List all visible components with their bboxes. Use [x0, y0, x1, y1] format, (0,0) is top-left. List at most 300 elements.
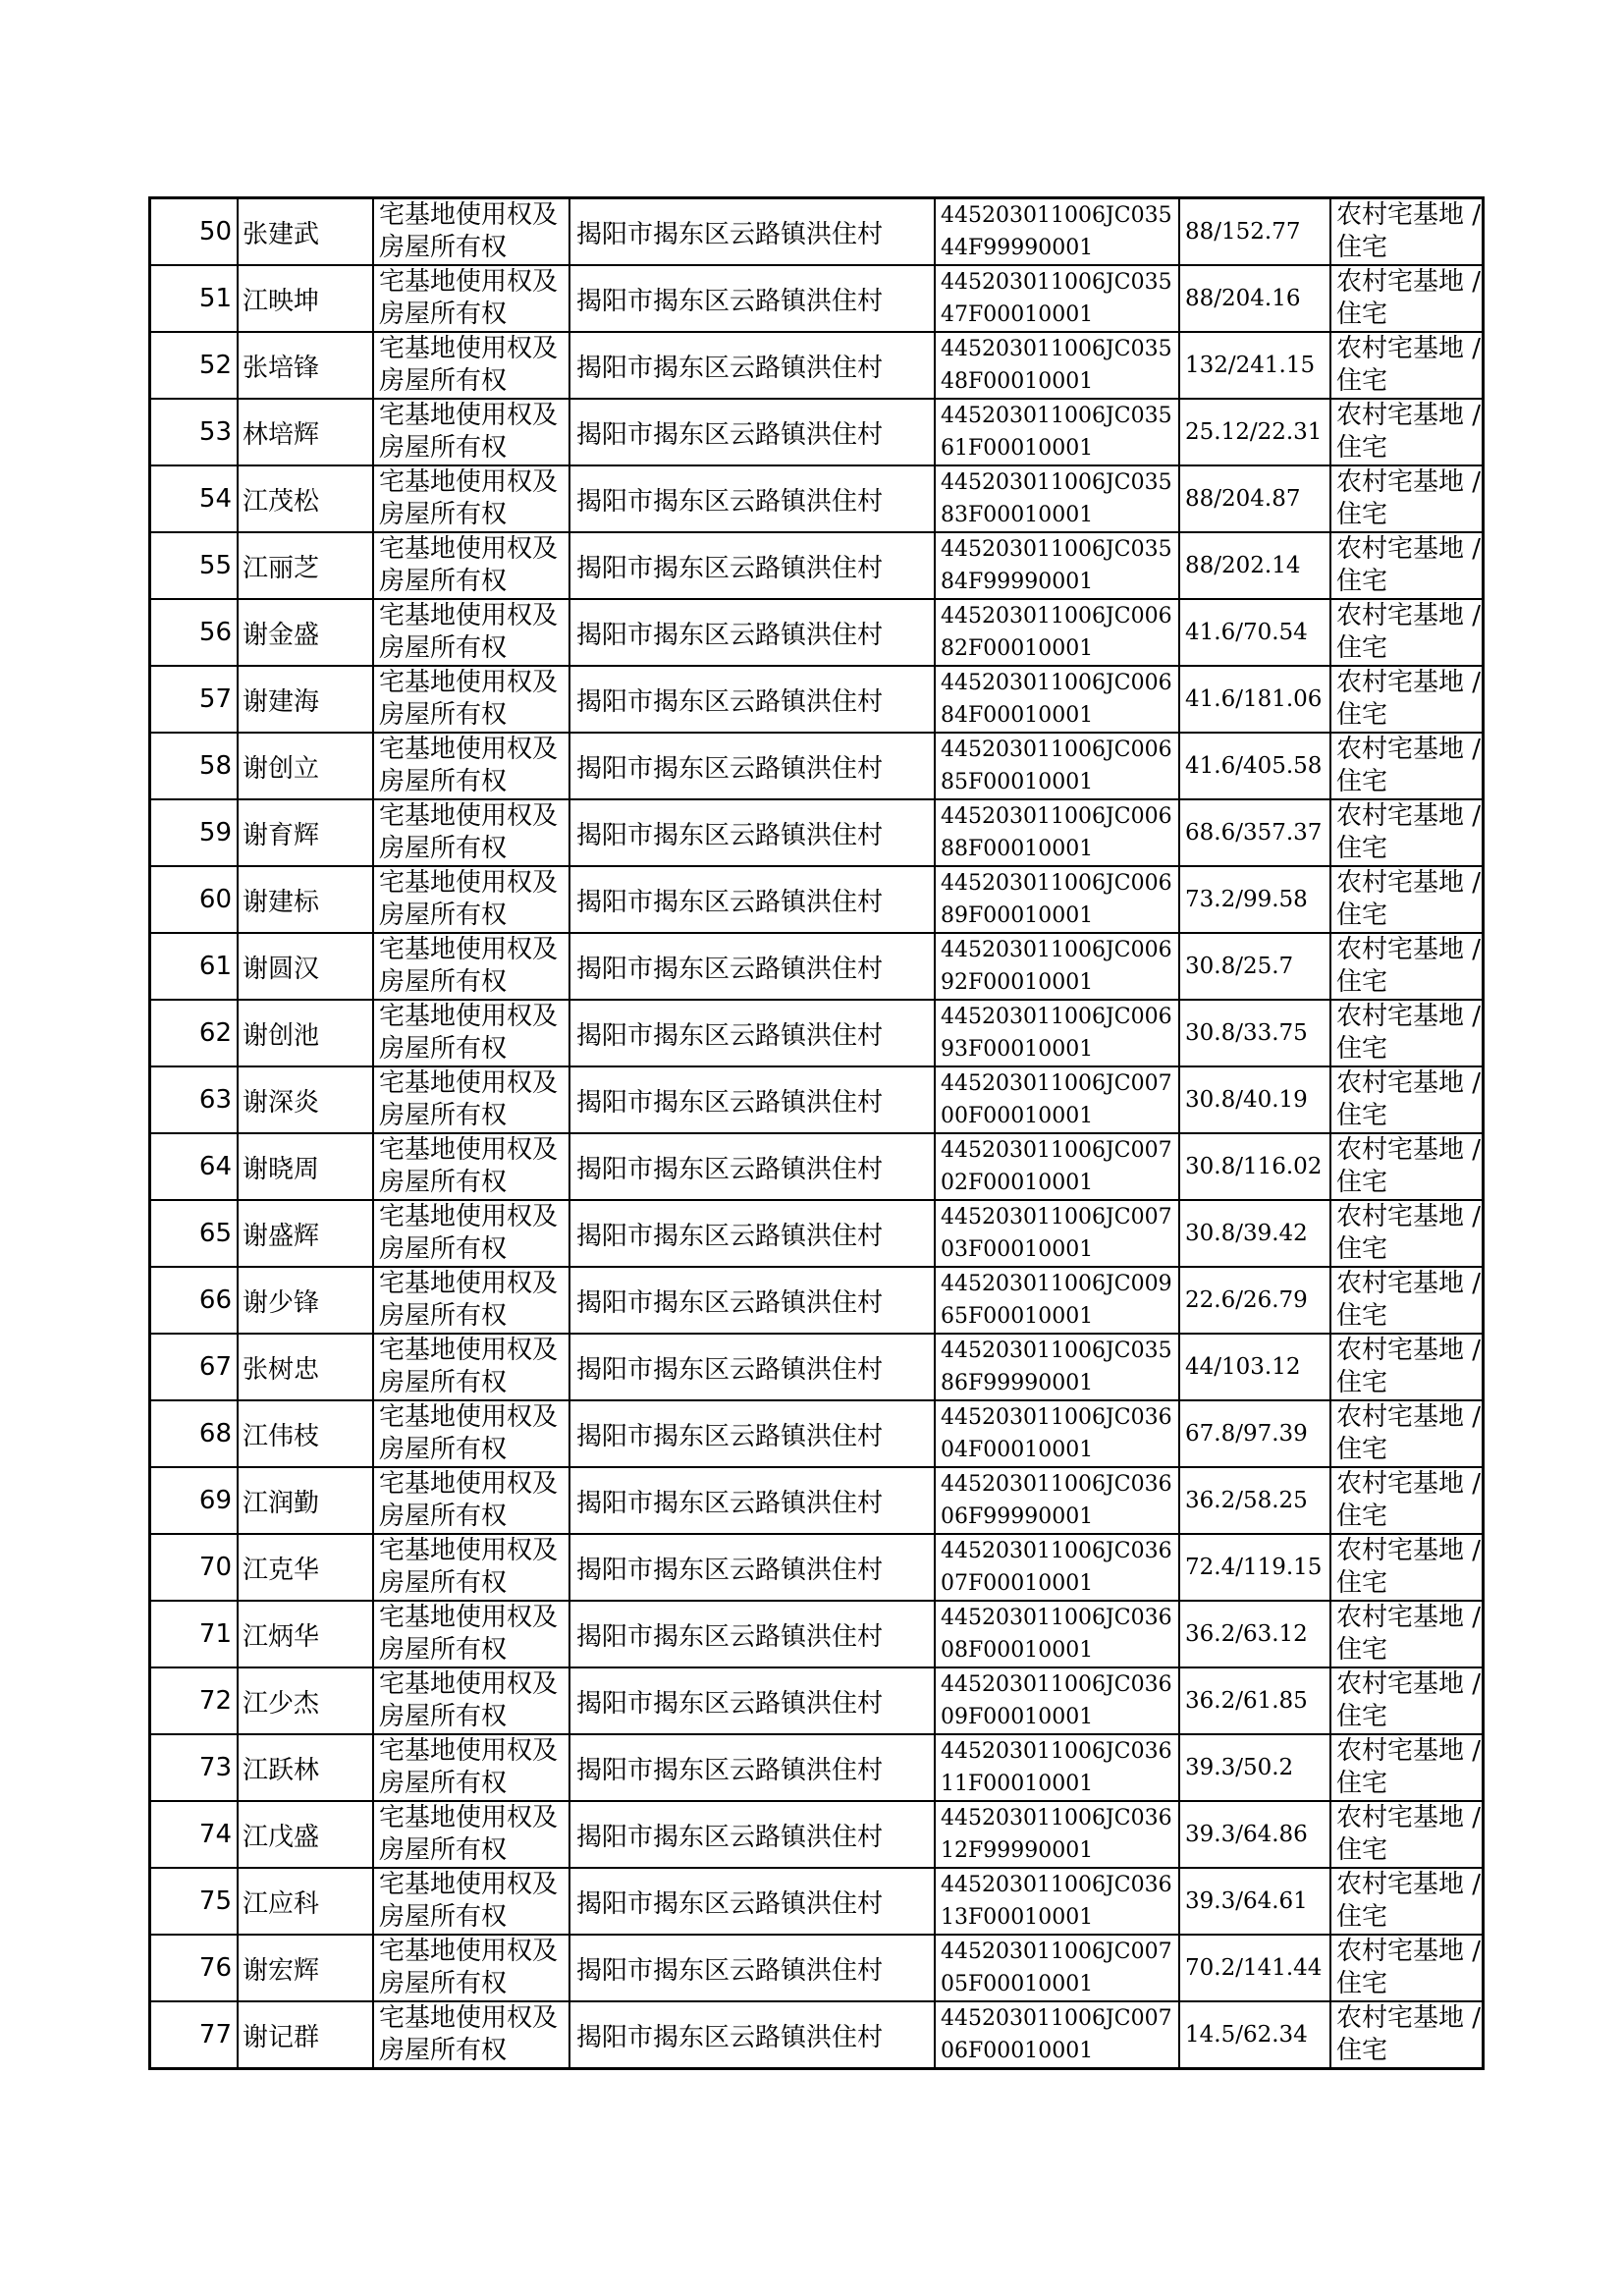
owner-name-cell: 江应科: [238, 1868, 373, 1935]
right-type-cell: [373, 1801, 569, 1868]
unit-code-cell: [935, 666, 1179, 733]
table-row: [150, 1200, 1484, 1267]
location-cell: 揭阳市揭东区云路镇洪住村: [569, 599, 935, 666]
land-use-cell-text: 农村宅基地 / 住宅: [1336, 2003, 1482, 2065]
area-cell-text: 30.8/40.19: [1185, 1086, 1308, 1113]
land-use-cell: [1330, 1601, 1484, 1667]
area-cell: [1179, 1601, 1330, 1667]
land-use-cell-text: 农村宅基地 / 住宅: [1336, 1469, 1482, 1531]
row-number-cell: 64: [150, 1133, 239, 1200]
unit-code-cell: [935, 1601, 1179, 1667]
unit-code-cell: [935, 399, 1179, 465]
right-type-cell-text: 宅基地使用权及房屋所有权: [379, 1736, 559, 1798]
row-number-cell: 58: [150, 733, 239, 799]
land-use-cell: [1330, 399, 1484, 465]
unit-code-cell: [935, 799, 1179, 866]
right-type-cell-text: 宅基地使用权及房屋所有权: [379, 1269, 559, 1331]
right-type-cell-text: 宅基地使用权及房屋所有权: [379, 1669, 559, 1731]
land-use-cell-text: 农村宅基地 / 住宅: [1336, 467, 1482, 529]
right-type-cell-text: 宅基地使用权及房屋所有权: [379, 1135, 559, 1197]
area-cell: [1179, 265, 1330, 332]
owner-name-cell: 谢育辉: [238, 799, 373, 866]
land-use-cell-text: 农村宅基地 / 住宅: [1336, 267, 1482, 329]
unit-code-cell: [935, 265, 1179, 332]
area-cell: [1179, 1534, 1330, 1601]
land-use-cell-text: 农村宅基地 / 住宅: [1336, 1603, 1482, 1665]
area-cell-text: 68.6/357.37: [1185, 819, 1323, 846]
land-use-cell: [1330, 599, 1484, 666]
area-cell: [1179, 1200, 1330, 1267]
row-number-cell: 52: [150, 332, 239, 399]
land-use-cell: [1330, 198, 1484, 266]
land-use-cell-text: 农村宅基地 / 住宅: [1336, 1135, 1482, 1197]
unit-code-cell: [935, 1200, 1179, 1267]
row-number-cell: 60: [150, 866, 239, 933]
area-cell-text: 67.8/97.39: [1185, 1420, 1308, 1447]
area-cell: [1179, 1066, 1330, 1133]
table-row: [150, 1667, 1484, 1734]
unit-code-cell-text: 445203011006JC03604F00010001: [941, 1405, 1172, 1462]
unit-code-cell-text: 445203011006JC00682F00010001: [941, 604, 1172, 661]
right-type-cell: [373, 733, 569, 799]
right-type-cell: [373, 933, 569, 1000]
right-type-cell-text: 宅基地使用权及房屋所有权: [379, 735, 559, 796]
unit-code-cell: [935, 1801, 1179, 1868]
table-row: [150, 1133, 1484, 1200]
right-type-cell-text: 宅基地使用权及房屋所有权: [379, 1870, 559, 1932]
unit-code-cell-text: 445203011006JC03612F99990001: [941, 1806, 1172, 1863]
land-use-cell-text: 农村宅基地 / 住宅: [1336, 1068, 1482, 1130]
land-use-cell: [1330, 1066, 1484, 1133]
unit-code-cell: [935, 1133, 1179, 1200]
row-number-cell: 67: [150, 1334, 239, 1400]
right-type-cell: [373, 1000, 569, 1066]
right-type-cell-text: 宅基地使用权及房屋所有权: [379, 1603, 559, 1665]
land-use-cell: [1330, 532, 1484, 599]
area-cell: [1179, 1467, 1330, 1534]
owner-name-cell: 江茂松: [238, 465, 373, 532]
land-use-cell-text: 农村宅基地 / 住宅: [1336, 1937, 1482, 1998]
land-use-cell: [1330, 933, 1484, 1000]
owner-name-cell: 江丽芝: [238, 532, 373, 599]
owner-name-cell: 谢建标: [238, 866, 373, 933]
unit-code-cell: [935, 465, 1179, 532]
area-cell-text: 88/204.87: [1185, 485, 1301, 512]
owner-name-cell: 江克华: [238, 1534, 373, 1601]
area-cell-text: 36.2/63.12: [1185, 1620, 1308, 1647]
land-use-cell: [1330, 1200, 1484, 1267]
unit-code-cell: [935, 1868, 1179, 1935]
location-cell: 揭阳市揭东区云路镇洪住村: [569, 465, 935, 532]
right-type-cell-text: 宅基地使用权及房屋所有权: [379, 801, 559, 863]
table-row: [150, 1267, 1484, 1334]
area-cell: [1179, 532, 1330, 599]
land-use-cell: [1330, 1400, 1484, 1467]
area-cell-text: 88/202.14: [1185, 552, 1301, 578]
land-use-cell-text: 农村宅基地 / 住宅: [1336, 1202, 1482, 1264]
row-number-cell: 65: [150, 1200, 239, 1267]
area-cell: [1179, 2001, 1330, 2069]
area-cell-text: 22.6/26.79: [1185, 1286, 1308, 1313]
row-number-cell: 62: [150, 1000, 239, 1066]
location-cell: 揭阳市揭东区云路镇洪住村: [569, 2001, 935, 2069]
right-type-cell: [373, 1868, 569, 1935]
unit-code-cell-text: 445203011006JC00689F00010001: [941, 871, 1172, 928]
area-cell: [1179, 599, 1330, 666]
area-cell: [1179, 1935, 1330, 2001]
location-cell: 揭阳市揭东区云路镇洪住村: [569, 933, 935, 1000]
land-use-cell-text: 农村宅基地 / 住宅: [1336, 1336, 1482, 1397]
area-cell: [1179, 1267, 1330, 1334]
unit-code-cell: [935, 332, 1179, 399]
land-use-cell: [1330, 1935, 1484, 2001]
right-type-cell-text: 宅基地使用权及房屋所有权: [379, 467, 559, 529]
area-cell: [1179, 799, 1330, 866]
row-number-cell: 72: [150, 1667, 239, 1734]
row-number-cell: 75: [150, 1868, 239, 1935]
table-row: [150, 1000, 1484, 1066]
location-cell: 揭阳市揭东区云路镇洪住村: [569, 1801, 935, 1868]
area-cell-text: 41.6/181.06: [1185, 685, 1323, 712]
right-type-cell-text: 宅基地使用权及房屋所有权: [379, 1336, 559, 1397]
area-cell-text: 39.3/50.2: [1185, 1754, 1294, 1780]
row-number-cell: 68: [150, 1400, 239, 1467]
unit-code-cell-text: 445203011006JC03561F00010001: [941, 404, 1172, 461]
unit-code-cell-text: 445203011006JC03607F00010001: [941, 1539, 1172, 1596]
right-type-cell: [373, 1734, 569, 1801]
table-row: [150, 933, 1484, 1000]
unit-code-cell-text: 445203011006JC03609F00010001: [941, 1672, 1172, 1729]
land-use-cell-text: 农村宅基地 / 住宅: [1336, 401, 1482, 463]
land-use-cell: [1330, 332, 1484, 399]
owner-name-cell: 张培锋: [238, 332, 373, 399]
row-number-cell: 73: [150, 1734, 239, 1801]
land-use-cell-text: 农村宅基地 / 住宅: [1336, 334, 1482, 396]
row-number-cell: 77: [150, 2001, 239, 2069]
area-cell-text: 30.8/33.75: [1185, 1019, 1308, 1046]
right-type-cell: [373, 1667, 569, 1734]
owner-name-cell: 谢少锋: [238, 1267, 373, 1334]
unit-code-cell-text: 445203011006JC00685F00010001: [941, 738, 1172, 794]
right-type-cell-text: 宅基地使用权及房屋所有权: [379, 401, 559, 463]
owner-name-cell: 谢创立: [238, 733, 373, 799]
area-cell: [1179, 1334, 1330, 1400]
area-cell-text: 25.12/22.31: [1185, 418, 1323, 445]
unit-code-cell: [935, 1066, 1179, 1133]
registry-table-body: [150, 198, 1484, 2069]
location-cell: 揭阳市揭东区云路镇洪住村: [569, 1066, 935, 1133]
location-cell: 揭阳市揭东区云路镇洪住村: [569, 1133, 935, 1200]
area-cell: [1179, 399, 1330, 465]
row-number-cell: 57: [150, 666, 239, 733]
land-use-cell-text: 农村宅基地 / 住宅: [1336, 1402, 1482, 1464]
right-type-cell-text: 宅基地使用权及房屋所有权: [379, 2003, 559, 2065]
land-use-cell-text: 农村宅基地 / 住宅: [1336, 1669, 1482, 1731]
land-use-cell-text: 农村宅基地 / 住宅: [1336, 1536, 1482, 1598]
right-type-cell: [373, 1133, 569, 1200]
area-cell-text: 30.8/116.02: [1185, 1153, 1323, 1179]
unit-code-cell-text: 445203011006JC03613F00010001: [941, 1873, 1172, 1930]
area-cell-text: 30.8/25.7: [1185, 953, 1294, 979]
right-type-cell-text: 宅基地使用权及房屋所有权: [379, 601, 559, 663]
location-cell: 揭阳市揭东区云路镇洪住村: [569, 198, 935, 266]
area-cell: [1179, 1667, 1330, 1734]
unit-code-cell-text: 445203011006JC00692F00010001: [941, 938, 1172, 995]
location-cell: 揭阳市揭东区云路镇洪住村: [569, 866, 935, 933]
location-cell: 揭阳市揭东区云路镇洪住村: [569, 666, 935, 733]
location-cell: 揭阳市揭东区云路镇洪住村: [569, 1000, 935, 1066]
land-use-cell-text: 农村宅基地 / 住宅: [1336, 1269, 1482, 1331]
area-cell: [1179, 866, 1330, 933]
area-cell: [1179, 666, 1330, 733]
land-use-cell: [1330, 2001, 1484, 2069]
area-cell-text: 73.2/99.58: [1185, 886, 1308, 912]
land-use-cell-text: 农村宅基地 / 住宅: [1336, 801, 1482, 863]
location-cell: 揭阳市揭东区云路镇洪住村: [569, 1534, 935, 1601]
table-row: [150, 465, 1484, 532]
land-use-cell: [1330, 666, 1484, 733]
table-row: [150, 1601, 1484, 1667]
right-type-cell-text: 宅基地使用权及房屋所有权: [379, 200, 559, 262]
right-type-cell: [373, 1267, 569, 1334]
area-cell-text: 88/152.77: [1185, 218, 1301, 245]
area-cell: [1179, 1734, 1330, 1801]
land-use-cell: [1330, 1467, 1484, 1534]
location-cell: 揭阳市揭东区云路镇洪住村: [569, 532, 935, 599]
table-row: [150, 1734, 1484, 1801]
owner-name-cell: 谢晓周: [238, 1133, 373, 1200]
area-cell-text: 30.8/39.42: [1185, 1220, 1308, 1246]
right-type-cell: [373, 866, 569, 933]
right-type-cell-text: 宅基地使用权及房屋所有权: [379, 1803, 559, 1865]
unit-code-cell: [935, 1935, 1179, 2001]
area-cell-text: 41.6/70.54: [1185, 619, 1308, 645]
location-cell: 揭阳市揭东区云路镇洪住村: [569, 733, 935, 799]
unit-code-cell-text: 445203011006JC03608F00010001: [941, 1606, 1172, 1663]
area-cell: [1179, 1000, 1330, 1066]
owner-name-cell: 谢金盛: [238, 599, 373, 666]
table-row: [150, 265, 1484, 332]
unit-code-cell-text: 445203011006JC03547F00010001: [941, 270, 1172, 327]
area-cell-text: 36.2/58.25: [1185, 1487, 1308, 1513]
right-type-cell: [373, 1066, 569, 1133]
unit-code-cell: [935, 1267, 1179, 1334]
location-cell: 揭阳市揭东区云路镇洪住村: [569, 1601, 935, 1667]
row-number-cell: 59: [150, 799, 239, 866]
unit-code-cell: [935, 1334, 1179, 1400]
land-use-cell-text: 农村宅基地 / 住宅: [1336, 735, 1482, 796]
location-cell: 揭阳市揭东区云路镇洪住村: [569, 799, 935, 866]
area-cell-text: 14.5/62.34: [1185, 2021, 1308, 2048]
right-type-cell-text: 宅基地使用权及房屋所有权: [379, 1002, 559, 1064]
land-use-cell: [1330, 1801, 1484, 1868]
right-type-cell: [373, 599, 569, 666]
area-cell: [1179, 198, 1330, 266]
land-use-cell: [1330, 1534, 1484, 1601]
area-cell-text: 41.6/405.58: [1185, 752, 1323, 779]
right-type-cell-text: 宅基地使用权及房屋所有权: [379, 935, 559, 997]
area-cell: [1179, 1801, 1330, 1868]
location-cell: 揭阳市揭东区云路镇洪住村: [569, 1334, 935, 1400]
row-number-cell: 66: [150, 1267, 239, 1334]
unit-code-cell-text: 445203011006JC00693F00010001: [941, 1005, 1172, 1062]
unit-code-cell: [935, 532, 1179, 599]
land-use-cell: [1330, 1734, 1484, 1801]
table-row: [150, 1801, 1484, 1868]
area-cell-text: 70.2/141.44: [1185, 1954, 1323, 1981]
right-type-cell-text: 宅基地使用权及房屋所有权: [379, 267, 559, 329]
unit-code-cell-text: 445203011006JC03584F99990001: [941, 537, 1172, 594]
land-use-cell-text: 农村宅基地 / 住宅: [1336, 1002, 1482, 1064]
right-type-cell-text: 宅基地使用权及房屋所有权: [379, 534, 559, 596]
unit-code-cell-text: 445203011006JC00705F00010001: [941, 1940, 1172, 1996]
table-row: [150, 532, 1484, 599]
table-row: [150, 2001, 1484, 2069]
area-cell-text: 72.4/119.15: [1185, 1554, 1323, 1580]
owner-name-cell: 谢盛辉: [238, 1200, 373, 1267]
owner-name-cell: 江映坤: [238, 265, 373, 332]
unit-code-cell-text: 445203011006JC03611F00010001: [941, 1739, 1172, 1796]
location-cell: 揭阳市揭东区云路镇洪住村: [569, 1734, 935, 1801]
land-use-cell: [1330, 1133, 1484, 1200]
row-number-cell: 63: [150, 1066, 239, 1133]
owner-name-cell: 江跃林: [238, 1734, 373, 1801]
land-use-cell: [1330, 1267, 1484, 1334]
area-cell-text: 36.2/61.85: [1185, 1687, 1308, 1714]
owner-name-cell: 江少杰: [238, 1667, 373, 1734]
right-type-cell: [373, 1601, 569, 1667]
unit-code-cell-text: 445203011006JC03606F99990001: [941, 1472, 1172, 1529]
land-use-cell-text: 农村宅基地 / 住宅: [1336, 868, 1482, 930]
unit-code-cell-text: 445203011006JC00688F00010001: [941, 804, 1172, 861]
unit-code-cell: [935, 933, 1179, 1000]
area-cell: [1179, 1133, 1330, 1200]
row-number-cell: 54: [150, 465, 239, 532]
unit-code-cell: [935, 1667, 1179, 1734]
table-row: [150, 198, 1484, 266]
right-type-cell: [373, 1200, 569, 1267]
right-type-cell-text: 宅基地使用权及房屋所有权: [379, 334, 559, 396]
land-use-cell: [1330, 465, 1484, 532]
land-use-cell: [1330, 1868, 1484, 1935]
table-row: [150, 733, 1484, 799]
right-type-cell-text: 宅基地使用权及房屋所有权: [379, 1202, 559, 1264]
table-row: [150, 1534, 1484, 1601]
land-use-cell: [1330, 1667, 1484, 1734]
right-type-cell-text: 宅基地使用权及房屋所有权: [379, 1536, 559, 1598]
table-row: [150, 866, 1484, 933]
right-type-cell-text: 宅基地使用权及房屋所有权: [379, 1402, 559, 1464]
right-type-cell-text: 宅基地使用权及房屋所有权: [379, 668, 559, 730]
area-cell-text: 39.3/64.86: [1185, 1821, 1308, 1847]
row-number-cell: 71: [150, 1601, 239, 1667]
unit-code-cell-text: 445203011006JC00684F00010001: [941, 671, 1172, 728]
row-number-cell: 56: [150, 599, 239, 666]
unit-code-cell: [935, 733, 1179, 799]
right-type-cell: [373, 799, 569, 866]
owner-name-cell: 谢深炎: [238, 1066, 373, 1133]
right-type-cell-text: 宅基地使用权及房屋所有权: [379, 1068, 559, 1130]
area-cell-text: 44/103.12: [1185, 1353, 1301, 1380]
unit-code-cell: [935, 1467, 1179, 1534]
land-use-cell-text: 农村宅基地 / 住宅: [1336, 668, 1482, 730]
owner-name-cell: 谢记群: [238, 2001, 373, 2069]
right-type-cell: [373, 1467, 569, 1534]
land-use-cell: [1330, 1000, 1484, 1066]
unit-code-cell: [935, 1534, 1179, 1601]
row-number-cell: 76: [150, 1935, 239, 2001]
owner-name-cell: 张树忠: [238, 1334, 373, 1400]
table-row: [150, 1467, 1484, 1534]
owner-name-cell: 谢圆汉: [238, 933, 373, 1000]
row-number-cell: 74: [150, 1801, 239, 1868]
unit-code-cell: [935, 1000, 1179, 1066]
owner-name-cell: 谢宏辉: [238, 1935, 373, 2001]
row-number-cell: 50: [150, 198, 239, 266]
location-cell: 揭阳市揭东区云路镇洪住村: [569, 399, 935, 465]
unit-code-cell-text: 445203011006JC00703F00010001: [941, 1205, 1172, 1262]
land-use-cell-text: 农村宅基地 / 住宅: [1336, 200, 1482, 262]
location-cell: 揭阳市揭东区云路镇洪住村: [569, 1935, 935, 2001]
unit-code-cell-text: 445203011006JC03548F00010001: [941, 337, 1172, 394]
unit-code-cell-text: 445203011006JC00702F00010001: [941, 1138, 1172, 1195]
owner-name-cell: 江伟枝: [238, 1400, 373, 1467]
unit-code-cell-text: 445203011006JC03583F00010001: [941, 470, 1172, 527]
land-use-cell-text: 农村宅基地 / 住宅: [1336, 935, 1482, 997]
registry-table: [148, 196, 1485, 2070]
unit-code-cell: [935, 198, 1179, 266]
location-cell: 揭阳市揭东区云路镇洪住村: [569, 1200, 935, 1267]
right-type-cell: [373, 1935, 569, 2001]
table-row: [150, 799, 1484, 866]
row-number-cell: 51: [150, 265, 239, 332]
land-use-cell-text: 农村宅基地 / 住宅: [1336, 601, 1482, 663]
unit-code-cell-text: 445203011006JC03544F99990001: [941, 203, 1172, 260]
table-row: [150, 1400, 1484, 1467]
row-number-cell: 61: [150, 933, 239, 1000]
table-row: [150, 399, 1484, 465]
land-use-cell: [1330, 866, 1484, 933]
unit-code-cell-text: 445203011006JC00965F00010001: [941, 1272, 1172, 1329]
unit-code-cell-text: 445203011006JC00700F00010001: [941, 1071, 1172, 1128]
table-row: [150, 332, 1484, 399]
land-use-cell: [1330, 265, 1484, 332]
right-type-cell: [373, 399, 569, 465]
land-use-cell-text: 农村宅基地 / 住宅: [1336, 1803, 1482, 1865]
row-number-cell: 55: [150, 532, 239, 599]
unit-code-cell: [935, 599, 1179, 666]
unit-code-cell: [935, 1400, 1179, 1467]
row-number-cell: 53: [150, 399, 239, 465]
location-cell: 揭阳市揭东区云路镇洪住村: [569, 265, 935, 332]
right-type-cell: [373, 2001, 569, 2069]
location-cell: 揭阳市揭东区云路镇洪住村: [569, 1667, 935, 1734]
area-cell-text: 132/241.15: [1185, 352, 1316, 378]
right-type-cell: [373, 465, 569, 532]
right-type-cell: [373, 666, 569, 733]
area-cell: [1179, 465, 1330, 532]
table-row: [150, 1334, 1484, 1400]
row-number-cell: 69: [150, 1467, 239, 1534]
right-type-cell: [373, 265, 569, 332]
location-cell: 揭阳市揭东区云路镇洪住村: [569, 332, 935, 399]
right-type-cell-text: 宅基地使用权及房屋所有权: [379, 1937, 559, 1998]
area-cell-text: 39.3/64.61: [1185, 1887, 1308, 1914]
right-type-cell: [373, 332, 569, 399]
land-use-cell: [1330, 1334, 1484, 1400]
owner-name-cell: 林培辉: [238, 399, 373, 465]
unit-code-cell-text: 445203011006JC00706F00010001: [941, 2006, 1172, 2063]
